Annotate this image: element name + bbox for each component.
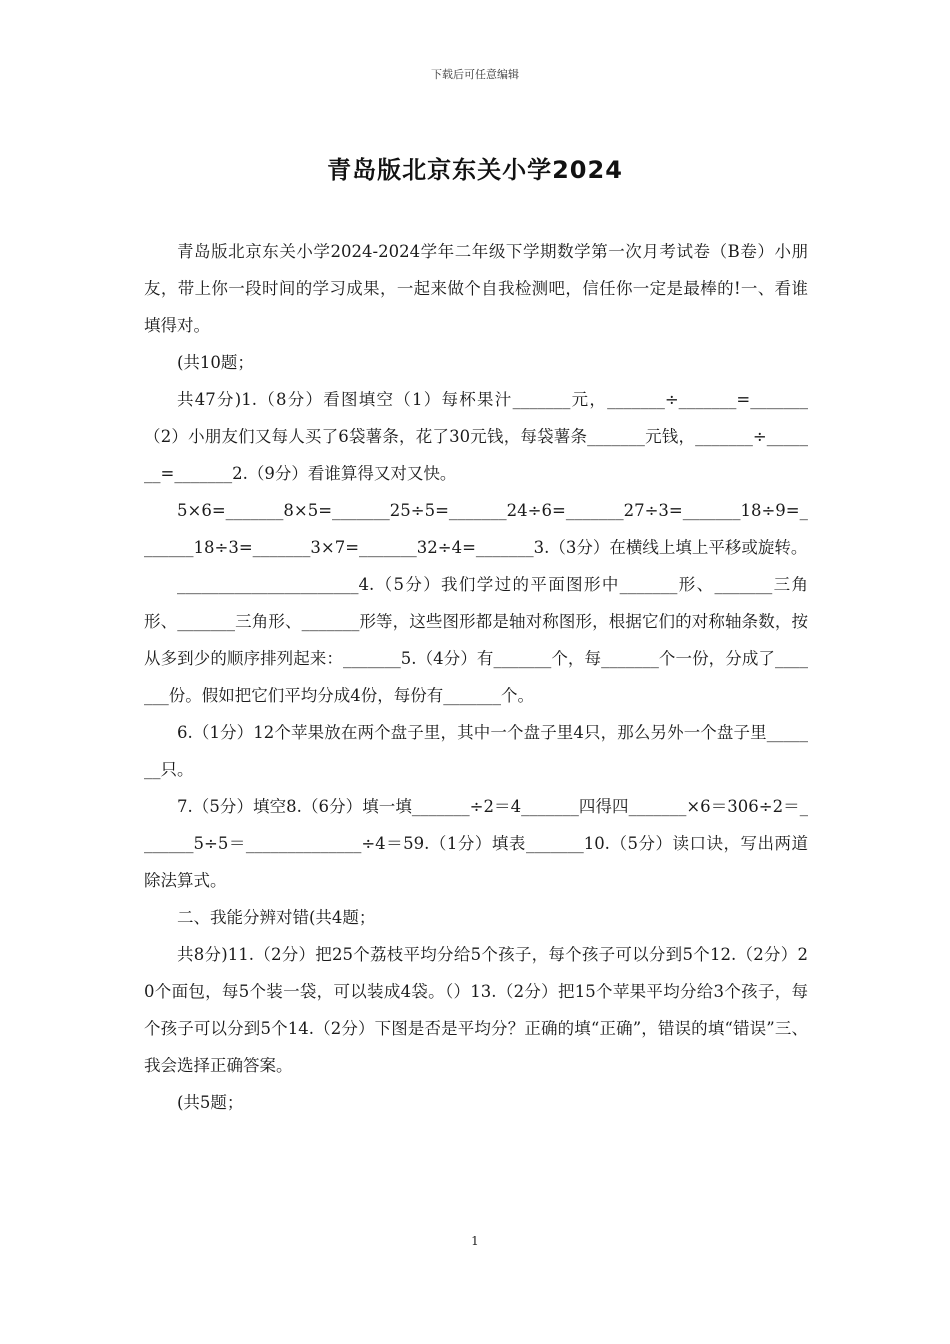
paragraph: 青岛版北京东关小学2024-2024学年二年级下学期数学第一次月考试卷（B卷）小朋友，带上你一段时间的学习成果，一起来做个自我检测吧，信任你一定是最棒的!一、看谁填得对。 xyxy=(144,242,808,335)
paragraph: 二、我能分辨对错(共4题； xyxy=(177,908,376,927)
paragraph: 共8分)11.（2分）把25个荔枝平均分给5个孩子，每个孩子可以分到5个12.（2分）20个面包，每5个装一袋，可以装成4袋。（）13.（2分）把15个苹果平均分给3个孩子，每个孩子可以分到5个14.（2分）下图是否是平均分？正确的填“正确”，错误的填“错误”三、我会选择正确答案。 xyxy=(144,945,808,1075)
document-title: 青岛版北京东关小学2024 xyxy=(327,156,623,184)
paragraph: 6.（1分）12个苹果放在两个盘子里，其中一个盘子里4只，那么另外一个盘子里_______只。 xyxy=(144,723,808,779)
paragraph: 7.（5分）填空8.（6分）填一填_______÷2＝4_______四得四_______×6＝306÷2＝_______5÷5＝______________÷4＝59.（1分）填表_______10.（5分）读口诀，写出两道除法算式。 xyxy=(144,797,808,890)
page-number: 1 xyxy=(471,1234,479,1248)
paragraph: ______________________4.（5分）我们学过的平面图形中_______形、_______三角形、_______三角形、_______形等，这些图形都是轴对称图形，根据它们的对称轴条数，按从多到少的顺序排列起来：_______5.（4分）有_______个，每_______个一份，分成了_______份。假如把它们平均分成4份，每份有_______个。 xyxy=(144,575,808,705)
paragraph: 5×6=_______8×5=_______25÷5=_______24÷6=_______27÷3=_______18÷9=_______18÷3=_______3×7=_______32÷4=_______3.（3分）在横线上填上平移或旋转。 xyxy=(144,501,808,557)
header-note: 下载后可任意编辑 xyxy=(431,68,519,81)
paragraph: (共5题； xyxy=(177,1093,244,1112)
paragraph: (共10题； xyxy=(177,353,254,372)
paragraph: 共47分)1.（8分）看图填空（1）每杯果汁_______元，_______÷_______=_______（2）小朋友们又每人买了6袋薯条，花了30元钱，每袋薯条_______元钱，_______÷_______=_______2.（9分）看谁算得又对又快。 xyxy=(144,390,808,483)
body-text xyxy=(144,233,808,1121)
